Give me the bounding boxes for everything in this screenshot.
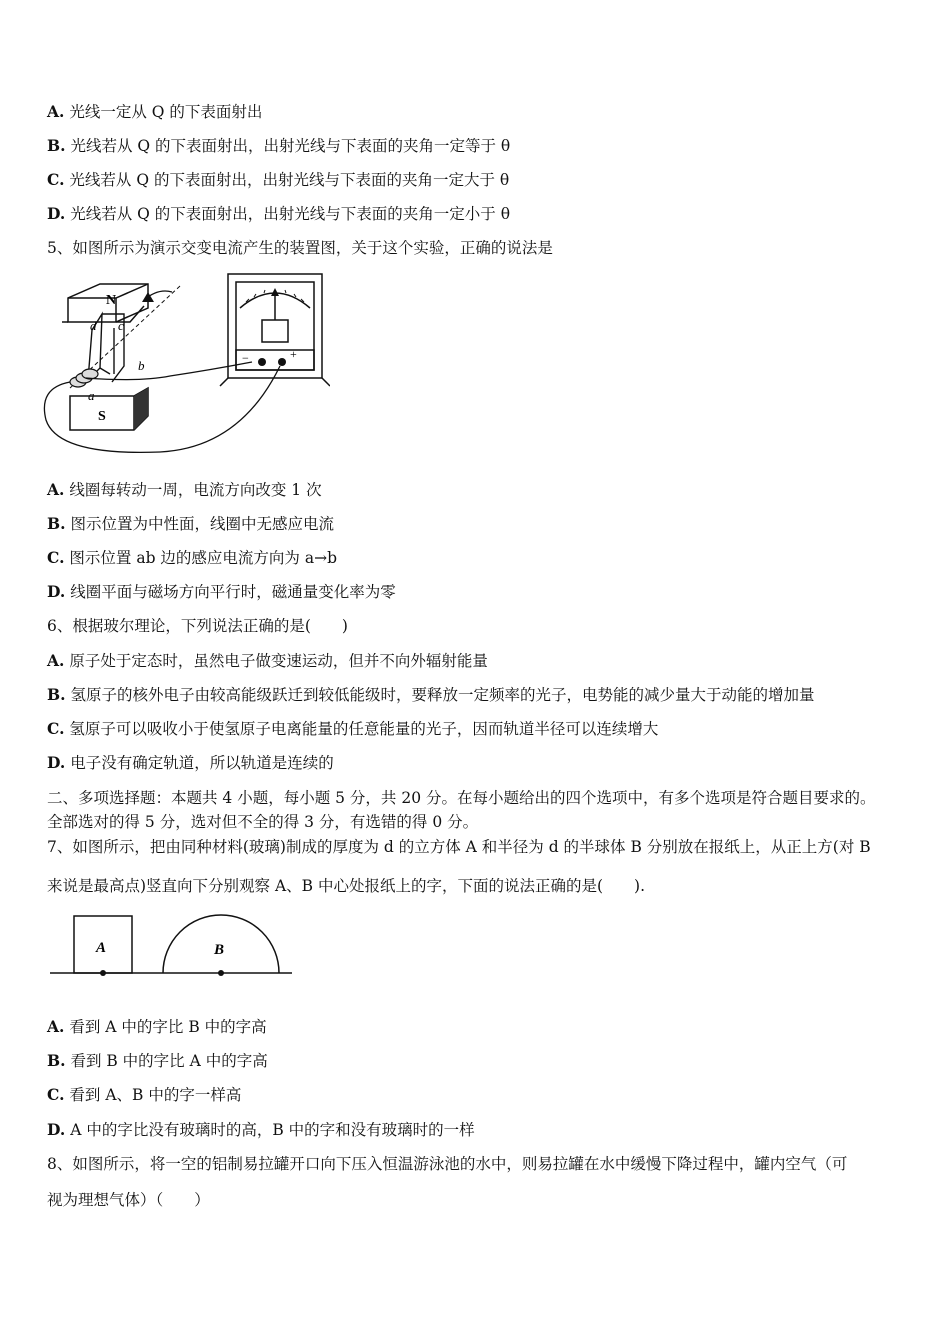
q5-option-a [47,479,322,501]
label-a: A [96,940,107,956]
q4-option-a [47,101,262,123]
q5-stem: 5、如图所示为演示交变电流产生的装置图，关于这个实验，正确的说法是 [47,239,553,257]
option-text: A 中的字比没有玻璃时的高，B 中的字和没有玻璃时的一样 [70,1121,475,1139]
q7-stem-line2: 来说是最高点)竖直向下分别观察 A、B 中心处报纸上的字，下面的说法正确的是( ). [47,877,646,895]
s-label: S [98,409,106,424]
option-letter: B. [47,1051,66,1070]
q6-option-c [47,718,658,740]
option-letter: C. [47,1085,65,1104]
option-text: 看到 B 中的字比 A 中的字高 [70,1052,268,1070]
option-text: 线圈平面与磁场方向平行时，磁通量变化率为零 [70,583,396,601]
q7-stem-line1: 7、如图所示，把由同种材料(玻璃)制成的厚度为 d 的立方体 A 和半径为 d 的半球体 B 分别放在报纸上，从正上方(对 B [47,838,871,856]
label-b: b [138,358,145,373]
option-letter: A. [47,1017,65,1036]
option-letter: B. [47,514,66,533]
option-letter: C. [47,548,65,567]
option-letter: A. [47,102,65,121]
q6-option-a [47,650,488,672]
n-magnet [62,284,148,322]
option-text: 光线若从 Q 的下表面射出，出射光线与下表面的夹角一定大于 θ [69,171,510,189]
label-a: a [88,388,95,403]
section2-line1: 二、多项选择题：本题共 4 小题，每小题 5 分，共 20 分。在每小题给出的四个选项中，有多个选项是符合题目要求的。 [47,789,876,807]
q4-option-c [47,169,509,191]
q8-stem-line2: 视为理想气体）（ ） [47,1191,210,1209]
label-c: c [118,318,124,333]
option-text: 光线一定从 Q 的下表面射出 [69,103,263,121]
q7-option-d [47,1119,475,1141]
q4-option-b [47,135,510,157]
section2-line2: 全部选对的得 5 分，选对但不全的得 3 分，有选错的得 0 分。 [47,813,479,831]
q8-stem-line1: 8、如图所示，将一空的铝制易拉罐开口向下压入恒温游泳池的水中，则易拉罐在水中缓慢下降过程中，罐内空气（可 [47,1155,848,1173]
q6-option-d [47,752,334,774]
option-text: 氢原子的核外电子由较高能级跃迁到较低能级时，要释放一定频率的光子，电势能的减少量大于动能的增加量 [70,686,815,704]
option-text: 看到 A、B 中的字一样高 [69,1086,242,1104]
q5-option-c [47,547,337,569]
option-letter: D. [47,582,66,601]
option-text: 原子处于定态时，虽然电子做变速运动，但并不向外辐射能量 [69,652,488,670]
q6-option-b [47,684,814,706]
glass-figure [48,905,298,985]
q7-option-a [47,1016,267,1038]
terminal-minus: − [242,351,249,365]
option-text: 线圈每转动一周，电流方向改变 1 次 [69,481,322,499]
q7-option-b [47,1050,268,1072]
option-letter: A. [47,480,65,499]
option-text: 图示位置 ab 边的感应电流方向为 a→b [69,549,338,567]
q5-option-b [47,513,334,535]
q5-option-d [47,581,396,603]
option-letter: D. [47,1120,66,1139]
q4-option-d [47,203,510,225]
option-letter: D. [47,204,66,223]
option-text: 电子没有确定轨道，所以轨道是连续的 [70,754,334,772]
ac-generator-figure [40,270,330,460]
option-letter: A. [47,651,65,670]
option-text: 图示位置为中性面，线圈中无感应电流 [70,515,334,533]
option-letter: D. [47,753,66,772]
option-letter: B. [47,136,66,155]
n-label: N [106,293,117,308]
option-text: 氢原子可以吸收小于使氢原子电离能量的任意能量的光子，因而轨道半径可以连续增大 [69,720,659,738]
label-b: B [214,942,225,958]
option-text: 光线若从 Q 的下表面射出，出射光线与下表面的夹角一定小于 θ [70,205,511,223]
option-letter: C. [47,170,65,189]
terminal-plus: + [290,347,297,361]
option-letter: C. [47,719,65,738]
label-d: d [90,318,97,333]
q7-option-c [47,1084,241,1106]
q6-stem: 6、根据玻尔理论，下列说法正确的是( ) [47,617,348,635]
option-text: 看到 A 中的字比 B 中的字高 [69,1018,267,1036]
option-text: 光线若从 Q 的下表面射出，出射光线与下表面的夹角一定等于 θ [70,137,511,155]
option-letter: B. [47,685,66,704]
